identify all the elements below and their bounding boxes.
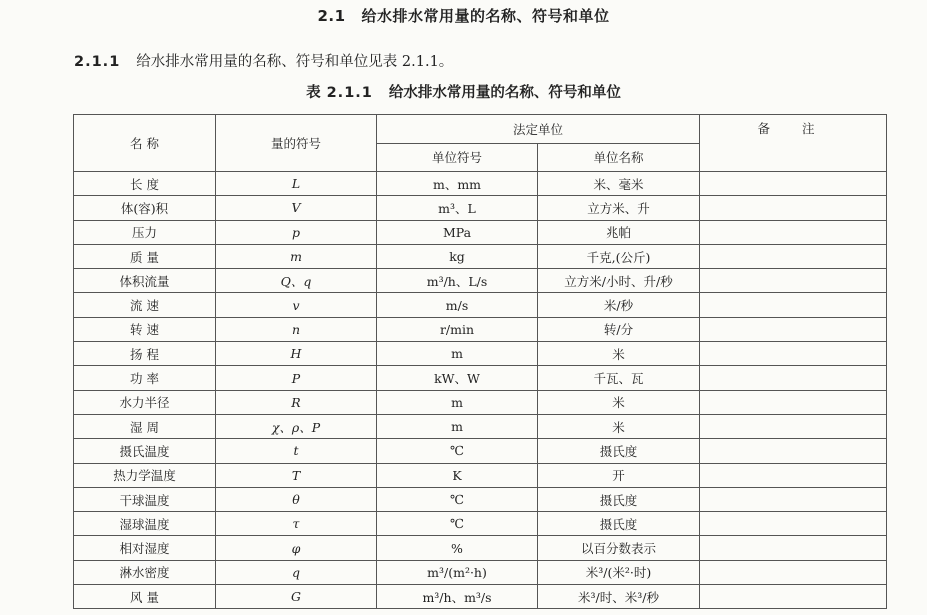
clause-paragraph <box>74 50 453 71</box>
cell-symbol: n <box>216 317 377 341</box>
cell-name: 水力半径 <box>74 390 216 414</box>
table-row <box>74 536 887 560</box>
cell-remarks <box>700 560 887 584</box>
cell-unit-name: 兆帕 <box>538 220 700 244</box>
section-heading <box>0 5 927 26</box>
cell-symbol: χ、ρ、P <box>216 414 377 438</box>
table-row <box>74 220 887 244</box>
table-row <box>74 269 887 293</box>
cell-name: 转 速 <box>74 317 216 341</box>
cell-remarks <box>700 317 887 341</box>
cell-name: 体(容)积 <box>74 196 216 220</box>
table-row <box>74 512 887 536</box>
cell-unit-symbol: ℃ <box>377 512 538 536</box>
cell-symbol: G <box>216 585 377 609</box>
header-legal-unit: 法定单位 <box>377 115 700 144</box>
cell-name: 热力学温度 <box>74 463 216 487</box>
clause-text: 给水排水常用量的名称、符号和单位见表 2.1.1。 <box>136 54 454 70</box>
cell-name: 干球温度 <box>74 487 216 511</box>
cell-unit-symbol: m <box>377 414 538 438</box>
cell-symbol: θ <box>216 487 377 511</box>
cell-remarks <box>700 342 887 366</box>
header-name: 名 称 <box>74 115 216 172</box>
cell-unit-name: 米/秒 <box>538 293 700 317</box>
cell-unit-symbol: m³/h、m³/s <box>377 585 538 609</box>
cell-symbol: q <box>216 560 377 584</box>
cell-unit-name: 以百分数表示 <box>538 536 700 560</box>
cell-name: 淋水密度 <box>74 560 216 584</box>
cell-remarks <box>700 390 887 414</box>
table-row <box>74 172 887 196</box>
cell-symbol: L <box>216 172 377 196</box>
cell-unit-symbol: m <box>377 342 538 366</box>
cell-remarks <box>700 366 887 390</box>
table-row <box>74 414 887 438</box>
table-row <box>74 244 887 268</box>
cell-unit-name: 转/分 <box>538 317 700 341</box>
cell-name: 相对湿度 <box>74 536 216 560</box>
cell-remarks <box>700 414 887 438</box>
cell-symbol: T <box>216 463 377 487</box>
cell-unit-name: 米³/时、米³/秒 <box>538 585 700 609</box>
cell-name: 湿 周 <box>74 414 216 438</box>
cell-symbol: m <box>216 244 377 268</box>
header-unit-name: 单位名称 <box>538 143 700 172</box>
cell-name: 质 量 <box>74 244 216 268</box>
cell-unit-name: 千瓦、瓦 <box>538 366 700 390</box>
cell-symbol: τ <box>216 512 377 536</box>
cell-unit-symbol: ℃ <box>377 487 538 511</box>
cell-remarks <box>700 536 887 560</box>
cell-unit-symbol: MPa <box>377 220 538 244</box>
cell-unit-name: 米 <box>538 342 700 366</box>
cell-unit-symbol: m³/(m²·h) <box>377 560 538 584</box>
cell-unit-symbol: ℃ <box>377 439 538 463</box>
cell-symbol: t <box>216 439 377 463</box>
cell-symbol: H <box>216 342 377 366</box>
cell-unit-symbol: kg <box>377 244 538 268</box>
cell-unit-name: 摄氏度 <box>538 512 700 536</box>
cell-name: 压力 <box>74 220 216 244</box>
cell-symbol: v <box>216 293 377 317</box>
section-number: 2.1 <box>317 7 346 25</box>
cell-name: 摄氏温度 <box>74 439 216 463</box>
cell-unit-symbol: K <box>377 463 538 487</box>
header-remarks: 备 注 <box>700 115 887 172</box>
cell-unit-name: 摄氏度 <box>538 439 700 463</box>
table-row <box>74 487 887 511</box>
header-unit-symbol: 单位符号 <box>377 143 538 172</box>
cell-name: 湿球温度 <box>74 512 216 536</box>
clause-number: 2.1.1 <box>74 54 121 70</box>
cell-remarks <box>700 269 887 293</box>
cell-unit-name: 摄氏度 <box>538 487 700 511</box>
cell-remarks <box>700 196 887 220</box>
units-table-body <box>74 172 887 609</box>
caption-number: 2.1.1 <box>326 85 373 101</box>
cell-unit-name: 米、毫米 <box>538 172 700 196</box>
cell-remarks <box>700 585 887 609</box>
table-row <box>74 585 887 609</box>
header-symbol: 量的符号 <box>216 115 377 172</box>
cell-remarks <box>700 293 887 317</box>
cell-remarks <box>700 512 887 536</box>
section-title: 给水排水常用量的名称、符号和单位 <box>361 7 610 25</box>
cell-unit-name: 米³/(米²·时) <box>538 560 700 584</box>
cell-unit-name: 立方米、升 <box>538 196 700 220</box>
caption-prefix: 表 <box>306 85 321 101</box>
cell-remarks <box>700 220 887 244</box>
table-row <box>74 560 887 584</box>
cell-symbol: p <box>216 220 377 244</box>
cell-unit-symbol: kW、W <box>377 366 538 390</box>
cell-remarks <box>700 244 887 268</box>
cell-name: 功 率 <box>74 366 216 390</box>
cell-unit-symbol: r/min <box>377 317 538 341</box>
cell-unit-name: 立方米/小时、升/秒 <box>538 269 700 293</box>
cell-name: 长 度 <box>74 172 216 196</box>
cell-unit-name: 米 <box>538 390 700 414</box>
units-table-header <box>74 115 887 172</box>
table-row <box>74 317 887 341</box>
table-row <box>74 196 887 220</box>
cell-name: 风 量 <box>74 585 216 609</box>
table-row <box>74 366 887 390</box>
cell-unit-name: 千克,(公斤) <box>538 244 700 268</box>
cell-name: 流 速 <box>74 293 216 317</box>
cell-name: 扬 程 <box>74 342 216 366</box>
table-row <box>74 390 887 414</box>
cell-symbol: φ <box>216 536 377 560</box>
cell-unit-name: 米 <box>538 414 700 438</box>
caption-title: 给水排水常用量的名称、符号和单位 <box>388 85 621 101</box>
cell-name: 体积流量 <box>74 269 216 293</box>
table-row <box>74 463 887 487</box>
cell-unit-symbol: m³、L <box>377 196 538 220</box>
cell-unit-symbol: % <box>377 536 538 560</box>
cell-unit-symbol: m/s <box>377 293 538 317</box>
cell-unit-symbol: m <box>377 390 538 414</box>
cell-symbol: R <box>216 390 377 414</box>
cell-remarks <box>700 172 887 196</box>
cell-unit-name: 开 <box>538 463 700 487</box>
table-row <box>74 342 887 366</box>
cell-symbol: Q、q <box>216 269 377 293</box>
cell-remarks <box>700 439 887 463</box>
cell-unit-symbol: m³/h、L/s <box>377 269 538 293</box>
cell-symbol: P <box>216 366 377 390</box>
cell-unit-symbol: m、mm <box>377 172 538 196</box>
table-caption <box>0 81 927 102</box>
cell-remarks <box>700 487 887 511</box>
units-table <box>73 114 887 609</box>
table-row <box>74 439 887 463</box>
table-row <box>74 293 887 317</box>
cell-symbol: V <box>216 196 377 220</box>
cell-remarks <box>700 463 887 487</box>
